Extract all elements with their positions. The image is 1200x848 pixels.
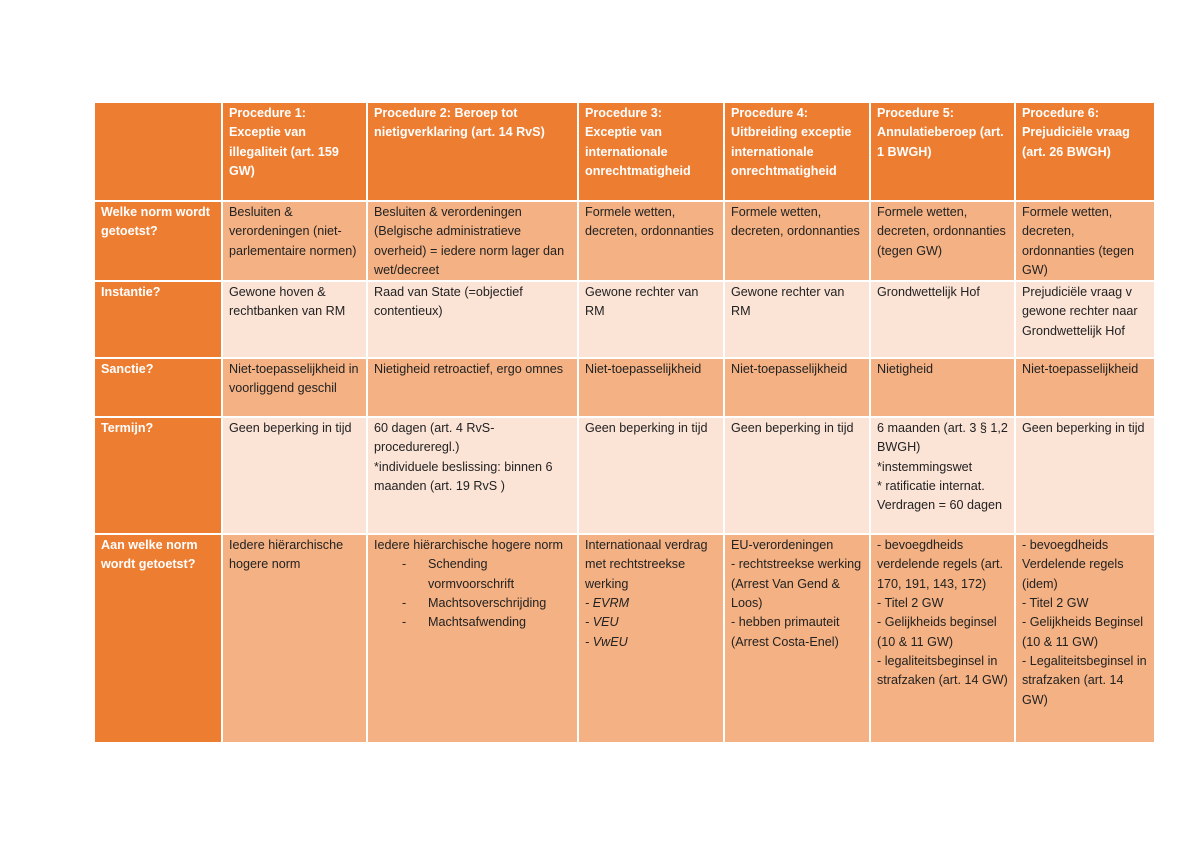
aan-p3-item: - VwEU: [585, 634, 628, 649]
cell-termijn-p4: Geen beperking in tijd: [724, 417, 870, 534]
table-row-instantie: [94, 281, 1155, 358]
cell-termijn-p5: [870, 417, 1015, 534]
aan-p2-list-item: [374, 555, 571, 594]
aan-p2-intro: Iedere hiërarchische hogere norm: [374, 538, 564, 553]
aan-p3-item: - VEU: [585, 615, 619, 630]
cell-aan-p4: [724, 534, 870, 743]
aan-p5-line: - legaliteitsbeginsel in strafzaken (art. 14 GW): [877, 653, 1008, 688]
cell-norm-p2: Besluiten & verordeningen (Belgische administratieve overheid) = iedere norm lager dan wet/decreet: [367, 201, 578, 281]
procedures-table: [93, 101, 1156, 744]
cell-instantie-p1: Gewone hoven & rechtbanken van RM: [222, 281, 367, 358]
cell-sanctie-p5: Nietigheid: [870, 358, 1015, 417]
row-label-welke-norm: Welke norm wordt getoetst?: [94, 201, 222, 281]
aan-p6-line: - Gelijkheids Beginsel (10 & 11 GW): [1022, 615, 1144, 649]
cell-norm-p6: Formele wetten, decreten, ordonnanties (tegen GW): [1015, 201, 1155, 281]
table-row-aan-welke-norm: [94, 534, 1155, 743]
header-procedure-1: Procedure 1: Exceptie van illegaliteit (art. 159 GW): [222, 102, 367, 201]
aan-p2-item-text: Schending vormvoorschrift: [428, 557, 515, 591]
cell-aan-p3: [578, 534, 724, 743]
cell-termijn-p2: [367, 417, 578, 534]
table-row-sanctie: [94, 358, 1155, 417]
cell-instantie-p4: Gewone rechter van RM: [724, 281, 870, 358]
aan-p3-item: - EVRM: [585, 596, 630, 611]
cell-aan-p2: [367, 534, 578, 743]
cell-aan-p5: [870, 534, 1015, 743]
cell-sanctie-p1: Niet-toepasselijkheid in voorliggend geschil: [222, 358, 367, 417]
termijn-p5-note-1: *instemmingswet: [877, 459, 973, 474]
aan-p6-line: - Titel 2 GW: [1022, 596, 1089, 611]
cell-instantie-p2: Raad van State (=objectief contentieux): [367, 281, 578, 358]
aan-p4-line: EU-verordeningen: [731, 538, 834, 553]
header-row: [94, 102, 1155, 201]
header-procedure-6: Procedure 6: Prejudiciële vraag (art. 26 BWGH): [1015, 102, 1155, 201]
dash-bullet: -: [402, 557, 407, 572]
aan-p2-list-item: [374, 613, 571, 632]
aan-p6-line: - bevoegdheids Verdelende regels (idem): [1022, 538, 1124, 591]
header-procedure-5: Procedure 5: Annulatieberoep (art. 1 BWGH): [870, 102, 1015, 201]
row-label-aan-welke-norm: Aan welke norm wordt getoetst?: [94, 534, 222, 743]
aan-p6-line: - Legaliteitsbeginsel in strafzaken (art. 14 GW): [1022, 653, 1147, 707]
aan-p5-line: - bevoegdheids verdelende regels (art. 170, 191, 143, 172): [877, 538, 1004, 591]
row-label-termijn: Termijn?: [94, 417, 222, 534]
termijn-p2-line: 60 dagen (art. 4 RvS-procedureregl.): [374, 421, 495, 455]
termijn-p2-note: *individuele beslissing: binnen 6 maanden (art. 19 RvS ): [374, 459, 553, 494]
cell-sanctie-p3: Niet-toepasselijkheid: [578, 358, 724, 417]
aan-p5-line: - Titel 2 GW: [877, 596, 944, 611]
termijn-p5-line: 6 maanden (art. 3 § 1,2 BWGH): [877, 421, 1008, 455]
cell-instantie-p5: Grondwettelijk Hof: [870, 281, 1015, 358]
aan-p2-item-text: Machtsoverschrijding: [428, 596, 547, 611]
aan-p2-item-text: Machtsafwending: [428, 615, 527, 630]
cell-norm-p3: Formele wetten, decreten, ordonnanties: [578, 201, 724, 281]
dash-bullet: -: [402, 596, 407, 611]
aan-p3-intro: Internationaal verdrag met rechtstreekse werking: [585, 538, 708, 591]
header-procedure-2: Procedure 2: Beroep tot nietigverklaring (art. 14 RvS): [367, 102, 578, 201]
row-label-sanctie: Sanctie?: [94, 358, 222, 417]
cell-termijn-p3: Geen beperking in tijd: [578, 417, 724, 534]
row-label-instantie: Instantie?: [94, 281, 222, 358]
cell-aan-p6: [1015, 534, 1155, 743]
aan-p2-list-item: [374, 594, 571, 613]
header-procedure-4: Procedure 4: Uitbreiding exceptie internationale onrechtmatigheid: [724, 102, 870, 201]
table-row-termijn: [94, 417, 1155, 534]
cell-termijn-p6: Geen beperking in tijd: [1015, 417, 1155, 534]
cell-instantie-p3: Gewone rechter van RM: [578, 281, 724, 358]
table-row-welke-norm: [94, 201, 1155, 281]
cell-instantie-p6: Prejudiciële vraag v gewone rechter naar Grondwettelijk Hof: [1015, 281, 1155, 358]
cell-termijn-p1: Geen beperking in tijd: [222, 417, 367, 534]
cell-sanctie-p6: Niet-toepasselijkheid: [1015, 358, 1155, 417]
cell-norm-p5: Formele wetten, decreten, ordonnanties (tegen GW): [870, 201, 1015, 281]
cell-norm-p4: Formele wetten, decreten, ordonnanties: [724, 201, 870, 281]
aan-p4-line: - rechtstreekse werking (Arrest Van Gend & Loos): [731, 557, 862, 611]
cell-sanctie-p4: Niet-toepasselijkheid: [724, 358, 870, 417]
aan-p4-line: - hebben primauteit (Arrest Costa-Enel): [731, 615, 840, 649]
cell-norm-p1: Besluiten & verordeningen (niet-parlementaire normen): [222, 201, 367, 281]
cell-sanctie-p2: Nietigheid retroactief, ergo omnes: [367, 358, 578, 417]
termijn-p5-note-2: * ratificatie internat. Verdragen = 60 dagen: [877, 479, 1002, 513]
dash-bullet: -: [402, 615, 407, 630]
cell-aan-p1: Iedere hiërarchische hogere norm: [222, 534, 367, 743]
header-corner-cell: [94, 102, 222, 201]
header-procedure-3: Procedure 3: Exceptie van internationale onrechtmatigheid: [578, 102, 724, 201]
aan-p5-line: - Gelijkheids beginsel (10 & 11 GW): [877, 615, 997, 649]
